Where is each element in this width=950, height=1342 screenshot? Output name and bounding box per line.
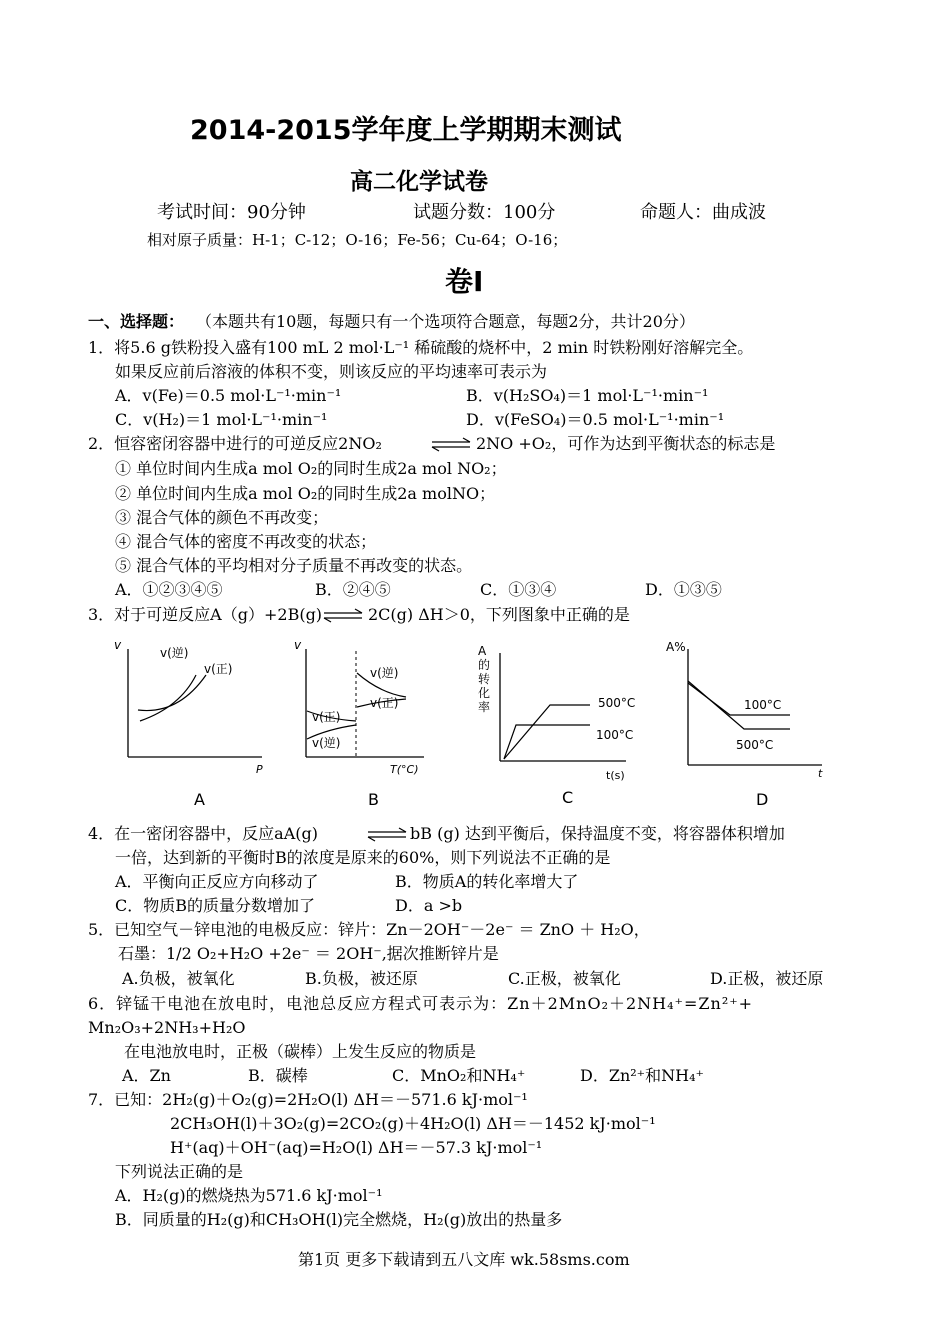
q1-option-b: B．v(H₂SO₄)＝1 mol·L⁻¹·min⁻¹ [466,386,709,405]
graph-a-xlabel: P [256,763,263,776]
q4-stem-2: bB (g) 达到平衡后，保持温度不变，将容器体积增加 [410,824,785,843]
q2-item-1: ① 单位时间内生成a mol O₂的同时生成2a mol NO₂； [115,459,507,478]
graph-c-ylabel-char: 转 [478,672,491,686]
section-note: （本题共有10题，每题只有一个选项符合题意，每题2分，共计20分） [196,312,695,331]
exam-subtitle: 高二化学试卷 [350,169,488,195]
q5-option-a: A.负极，被氧化 [122,969,235,988]
graph-d-xlabel: t [818,767,823,780]
q6-option-a: A．Zn [122,1066,171,1085]
graph-c-low: 100°C [596,728,634,742]
q7-option-b: B．同质量的H₂(g)和CH₃OH(l)完全燃烧，H₂(g)放出的热量多 [115,1210,563,1229]
q1-option-c: C．v(H₂)＝1 mol·L⁻¹·min⁻¹ [115,410,328,429]
q2-stem: 2．恒容密闭容器中进行的可逆反应2NO₂ [88,434,382,453]
q2-item-2: ② 单位时间内生成a mol O₂的同时生成2a molNO； [115,484,496,503]
q4-option-d: D．a >b [395,896,463,915]
q7-option-a: A．H₂(g)的燃烧热为571.6 kJ·mol⁻¹ [115,1186,383,1205]
q7-stem-2: 下列说法正确的是 [115,1162,244,1181]
graph-a [114,638,263,809]
graph-b-caption: B [368,790,379,809]
graph-b-lower-1: v(正) [312,710,341,724]
q6-stem: 6．锌锰干电池在放电时，电池总反应方程式可表示为：Zn＋2MnO₂＋2NH₄⁺=Zn²⁺+ [88,994,754,1013]
q6-stem-3: 在电池放电时，正极（碳棒）上发生反应的物质是 [124,1042,477,1061]
graph-a-label-1: v(逆) [160,646,189,660]
graph-c-caption: C [562,788,574,807]
equilibrium-arrow-icon [322,607,364,623]
graph-c-xlabel: t(s) [606,769,625,782]
q2-option-a: A．①②③④⑤ [115,580,223,599]
q6-option-d: D．Zn²⁺和NH₄⁺ [580,1066,704,1085]
exam-author: 命题人：曲成波 [640,202,766,223]
q1-option-d: D．v(FeSO₄)＝0.5 mol·L⁻¹·min⁻¹ [466,410,725,429]
graph-c-ylabel-char: 化 [478,686,491,700]
q3-stem-2: 2C(g) ΔH＞0，下列图象中正确的是 [368,605,630,624]
graph-c-high: 500°C [598,696,636,710]
q2-option-c: C．①③④ [480,580,557,599]
q3-stem: 3．对于可逆反应A（g）+2B(g) [88,605,323,624]
exam-score: 试题分数：100分 [413,202,556,223]
q7-stem: 7．已知：2H₂(g)＋O₂(g)=2H₂O(l) ΔH＝－571.6 kJ·mol⁻¹ [88,1090,528,1109]
q1-option-a: A．v(Fe)＝0.5 mol·L⁻¹·min⁻¹ [115,386,342,405]
graph-c-line-100 [504,725,590,759]
graph-a-caption: A [194,790,205,809]
q2-stem-2: 2NO +O₂，可作为达到平衡状态的标志是 [476,434,776,453]
q1-stem-2: 如果反应前后溶液的体积不变，则该反应的平均速率可表示为 [115,362,548,381]
exam-time: 考试时间：90分钟 [157,202,306,223]
q4-option-b: B．物质A的转化率增大了 [395,872,579,891]
graph-d-caption: D [756,790,769,809]
q6-option-c: C．MnO₂和NH₄⁺ [392,1066,526,1085]
q5-option-c: C.正极，被氧化 [508,969,621,988]
q5-option-d: D.正极，被还原 [710,969,824,988]
exam-title: 2014-2015学年度上学期期末测试 [190,115,622,146]
q1-stem: 1．将5.6 g铁粉投入盛有100 mL 2 mol·L⁻¹ 稀硫酸的烧杯中，2 min 时铁粉刚好溶解完全。 [88,338,754,357]
graph-d-high: 100°C [744,698,782,712]
graph-a-ylabel: v [114,638,122,652]
q7-eq-3: H⁺(aq)＋OH⁻(aq)=H₂O(l) ΔH＝－57.3 kJ·mol⁻¹ [170,1138,543,1157]
volume-title: 卷Ⅰ [445,265,484,298]
graph-a-curve-reverse [140,675,196,721]
graph-d-ylabel: A% [666,640,686,654]
atomic-mass: 相对原子质量：H-1；C-12；O-16；Fe-56；Cu-64；O-16； [147,231,568,249]
page-footer: 第1页 更多下载请到五八文库 wk.58sms.com [298,1250,630,1269]
graph-a-curve-forward [138,675,206,711]
graph-c [478,644,635,807]
graph-b-ylabel: v [294,638,302,652]
section-heading: 一、选择题： [88,312,185,331]
q4-option-c: C．物质B的质量分数增加了 [115,896,316,915]
graph-d-low: 500°C [736,738,774,752]
graph-b-upper-2: v(正) [370,696,399,710]
graph-d [666,640,823,809]
graph-b-upper-1: v(逆) [370,666,399,680]
q5-option-b: B.负极，被还原 [305,969,418,988]
graph-b-xlabel: T(°C) [390,763,419,776]
q6-option-b: B．碳棒 [248,1066,308,1085]
q7-eq-2: 2CH₃OH(l)＋3O₂(g)=2CO₂(g)＋4H₂O(l) ΔH＝－1452 kJ·mol⁻¹ [170,1114,656,1133]
q4-stem-3: 一倍，达到新的平衡时B的浓度是原来的60%，则下列说法不正确的是 [115,848,611,867]
equilibrium-arrow-icon [430,436,472,452]
q5-stem: 5．已知空气－锌电池的电极反应：锌片：Zn－2OH⁻－2e⁻ ＝ ZnO ＋ H₂O， [88,920,650,939]
q2-item-3: ③ 混合气体的颜色不再改变； [115,508,329,527]
graph-c-ylabel-char: A [478,644,487,658]
q5-stem-2: 石墨：1/2 O₂+H₂O +2e⁻ ＝ 2OH⁻,据次推断锌片是 [118,944,499,963]
graph-c-line-500 [504,705,590,759]
equilibrium-arrow-icon [366,826,408,842]
graph-c-ylabel-char: 的 [478,658,491,672]
q2-option-b: B．②④⑤ [315,580,391,599]
q4-stem: 4．在一密闭容器中，反应aA(g) [88,824,319,843]
q2-item-5: ⑤ 混合气体的平均相对分子质量不再改变的状态。 [115,556,473,575]
q3-figures [100,635,860,815]
graph-c-ylabel-char: 率 [478,700,491,714]
graph-b [294,638,424,809]
q2-option-d: D．①③⑤ [645,580,722,599]
q4-option-a: A．平衡向正反应方向移动了 [115,872,319,891]
graph-c-ylabel [478,644,490,714]
graph-b-lower-2: v(逆) [312,736,341,750]
graph-a-label-2: v(正) [204,662,233,676]
q6-stem-2: Mn₂O₃+2NH₃+H₂O [88,1018,246,1037]
q2-item-4: ④ 混合气体的密度不再改变的状态； [115,532,377,551]
